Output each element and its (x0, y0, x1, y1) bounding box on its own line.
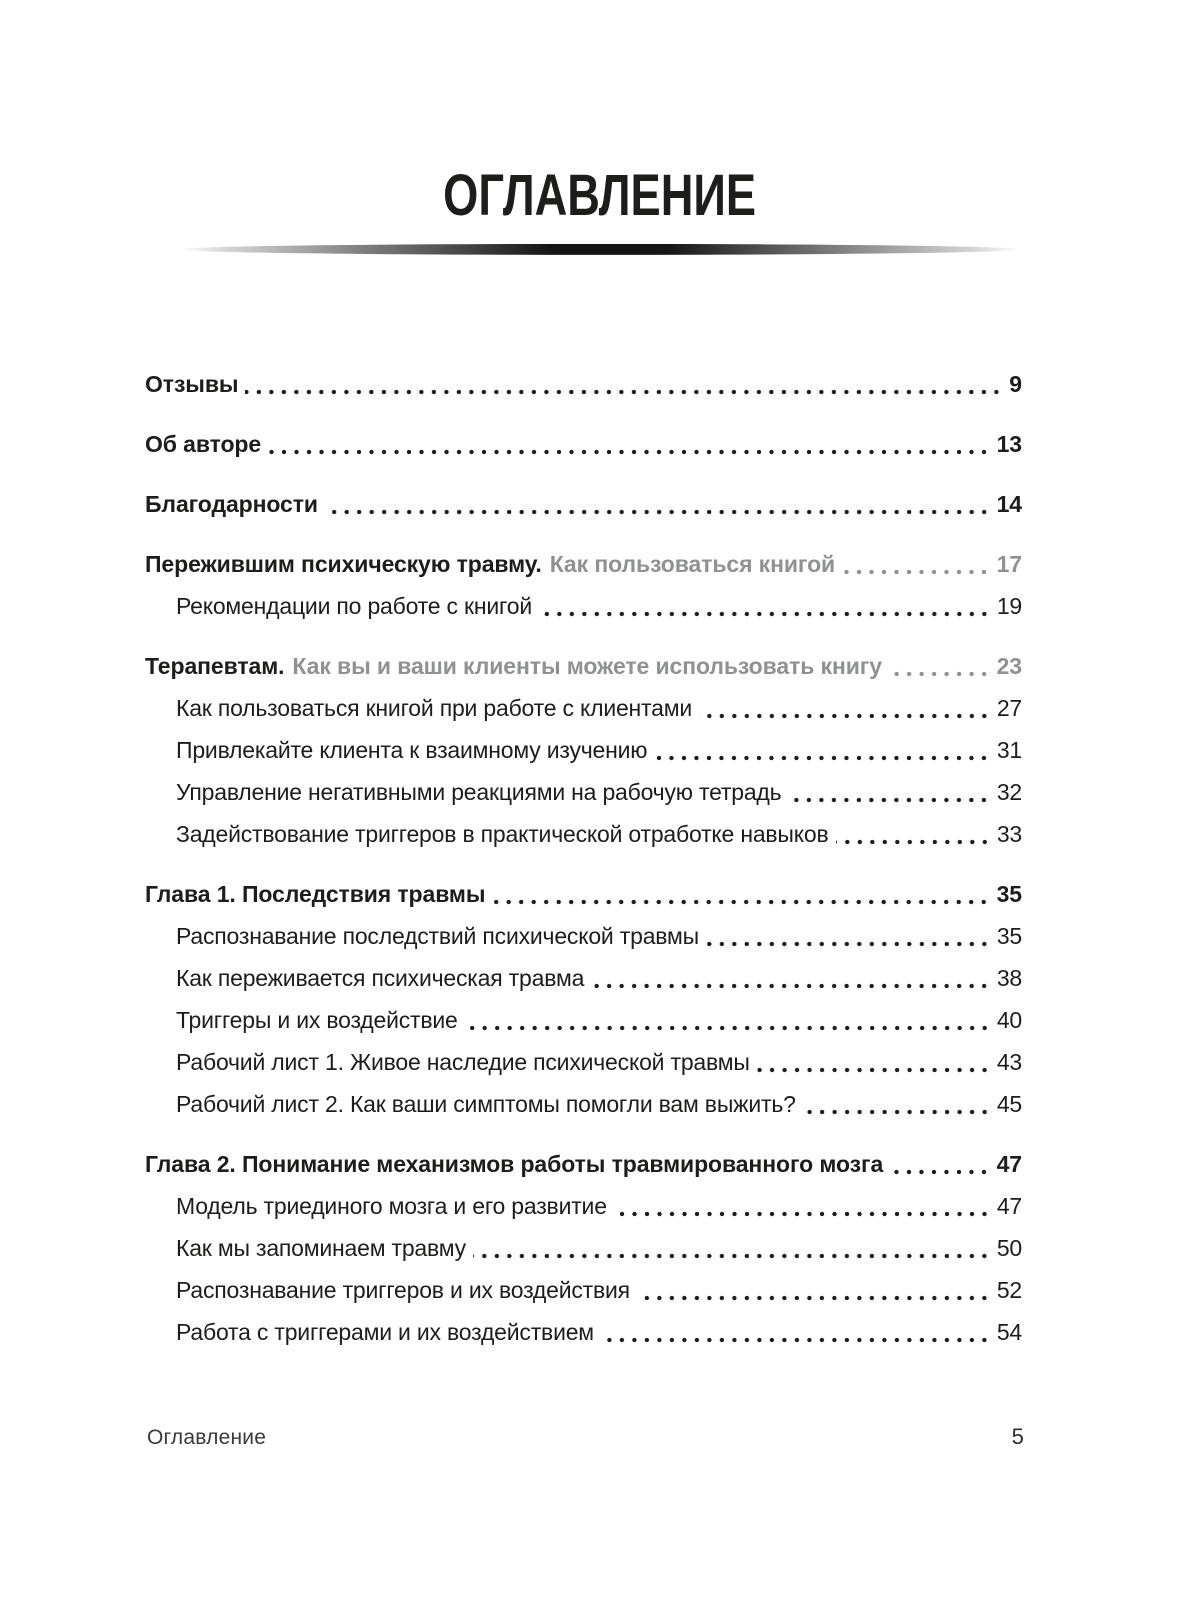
dot-leader (591, 983, 994, 989)
toc-entry (145, 923, 1022, 950)
toc-page-number: 35 (996, 923, 1022, 949)
toc-page-number: 45 (996, 1091, 1022, 1117)
toc-page-number: 50 (996, 1235, 1022, 1261)
dot-leader (654, 755, 993, 761)
toc-page-number: 40 (996, 1007, 1022, 1033)
toc-entry (145, 779, 1022, 806)
page-title (0, 163, 1200, 228)
dot-leader (268, 449, 994, 455)
toc-entry-label: Отзывы (145, 371, 239, 397)
toc-entry (145, 371, 1022, 398)
dot-leader (836, 839, 994, 845)
dot-leader (492, 899, 993, 905)
toc-entry (145, 1193, 1022, 1220)
dot-leader (325, 509, 994, 515)
dot-leader (601, 1337, 994, 1343)
toc-entry (145, 695, 1022, 722)
toc-entry-label: Как переживается психическая травма (176, 965, 585, 991)
toc-page-number: 17 (996, 551, 1022, 577)
toc-entry-label: Задействование триггеров в практической отработке навыков (176, 821, 829, 847)
toc-entry (145, 1319, 1022, 1346)
toc-page-number: 54 (996, 1319, 1022, 1345)
toc-entry-label: Как мы запоминаем травму (176, 1235, 466, 1261)
toc-entry (145, 965, 1022, 992)
toc-page-number: 31 (996, 737, 1022, 763)
toc-page-number: 47 (996, 1193, 1022, 1219)
dot-leader (539, 611, 994, 617)
toc-entry (145, 1151, 1022, 1178)
title-divider-rule (179, 244, 1021, 255)
footer-section-label: Оглавление (147, 1426, 267, 1449)
toc-page-number: 33 (996, 821, 1022, 847)
toc-entry (145, 491, 1022, 518)
toc-entry-label: Распознавание последствий психической травмы (176, 923, 699, 949)
toc-page-number: 38 (996, 965, 1022, 991)
toc-page-number: 23 (996, 653, 1022, 679)
dot-leader (706, 941, 994, 947)
dot-leader (890, 1169, 993, 1175)
dot-leader (803, 1109, 994, 1115)
dot-leader (614, 1211, 994, 1217)
toc-entry (145, 593, 1022, 620)
toc-entry-label: Модель триединого мозга и его развитие (176, 1193, 607, 1219)
toc-entry-label: Глава 2. Понимание механизмов работы травмированного мозга (145, 1151, 884, 1177)
toc-entry-sublabel: Как пользоваться книгой (549, 551, 836, 577)
toc-page-number: 32 (996, 779, 1022, 805)
toc-entry-label: Терапевтам. (145, 653, 285, 679)
toc-entry (145, 431, 1022, 458)
toc-page-number: 14 (996, 491, 1022, 517)
toc-entry (145, 653, 1022, 680)
toc-entry-label: Работа с триггерами и их воздействием (176, 1319, 594, 1345)
toc-entry-label: Рабочий лист 2. Как ваши симптомы помогли вам выжить? (176, 1091, 796, 1117)
dot-leader (637, 1295, 994, 1301)
dot-leader (245, 389, 1006, 395)
toc-entry-label: Как пользоваться книгой при работе с клиентами (176, 695, 692, 721)
toc-entry-sublabel: Как вы и ваши клиенты можете использовать книгу (292, 653, 882, 679)
toc-page-number: 13 (996, 431, 1022, 457)
toc-page-number: 35 (996, 881, 1022, 907)
toc-entry (145, 821, 1022, 848)
toc-entry (145, 1091, 1022, 1118)
page-footer (147, 1424, 1024, 1450)
dot-leader (699, 713, 994, 719)
toc-page-number: 9 (1009, 371, 1022, 397)
toc-entry (145, 1007, 1022, 1034)
dot-leader (788, 797, 993, 803)
toc-page-number: 19 (996, 593, 1022, 619)
page-title-text: ОГЛАВЛЕНИЕ (443, 163, 757, 228)
toc-page-number: 47 (996, 1151, 1022, 1177)
toc-entry-label: Триггеры и их воздействие (176, 1007, 458, 1033)
toc-entry (145, 1049, 1022, 1076)
footer-page-number: 5 (1011, 1424, 1024, 1449)
toc-page-number: 27 (996, 695, 1022, 721)
toc-entry-label: Рабочий лист 1. Живое наследие психической травмы (176, 1049, 750, 1075)
toc-entry (145, 551, 1022, 578)
toc-entry-label: Пережившим психическую травму. (145, 551, 542, 577)
toc-entry-label: Об авторе (145, 431, 262, 457)
toc-entry-label: Рекомендации по работе с книгой (176, 593, 532, 619)
toc-entry-label: Благодарности (145, 491, 318, 517)
toc-entry (145, 1235, 1022, 1262)
toc-entry-label: Глава 1. Последствия травмы (145, 881, 486, 907)
toc-entry-label: Привлекайте клиента к взаимному изучению (176, 737, 648, 763)
toc-entry-label: Управление негативными реакциями на рабочую тетрадь (176, 779, 782, 805)
dot-leader (757, 1067, 994, 1073)
toc-page-number: 43 (996, 1049, 1022, 1075)
toc-page-number: 52 (996, 1277, 1022, 1303)
dot-leader (889, 671, 994, 677)
toc-entry (145, 737, 1022, 764)
toc-list (145, 371, 1022, 1346)
toc-entry (145, 881, 1022, 908)
dot-leader (465, 1025, 994, 1031)
dot-leader (473, 1253, 994, 1259)
toc-entry-label: Распознавание триггеров и их воздействия (176, 1277, 630, 1303)
toc-entry (145, 1277, 1022, 1304)
dot-leader (842, 569, 994, 575)
